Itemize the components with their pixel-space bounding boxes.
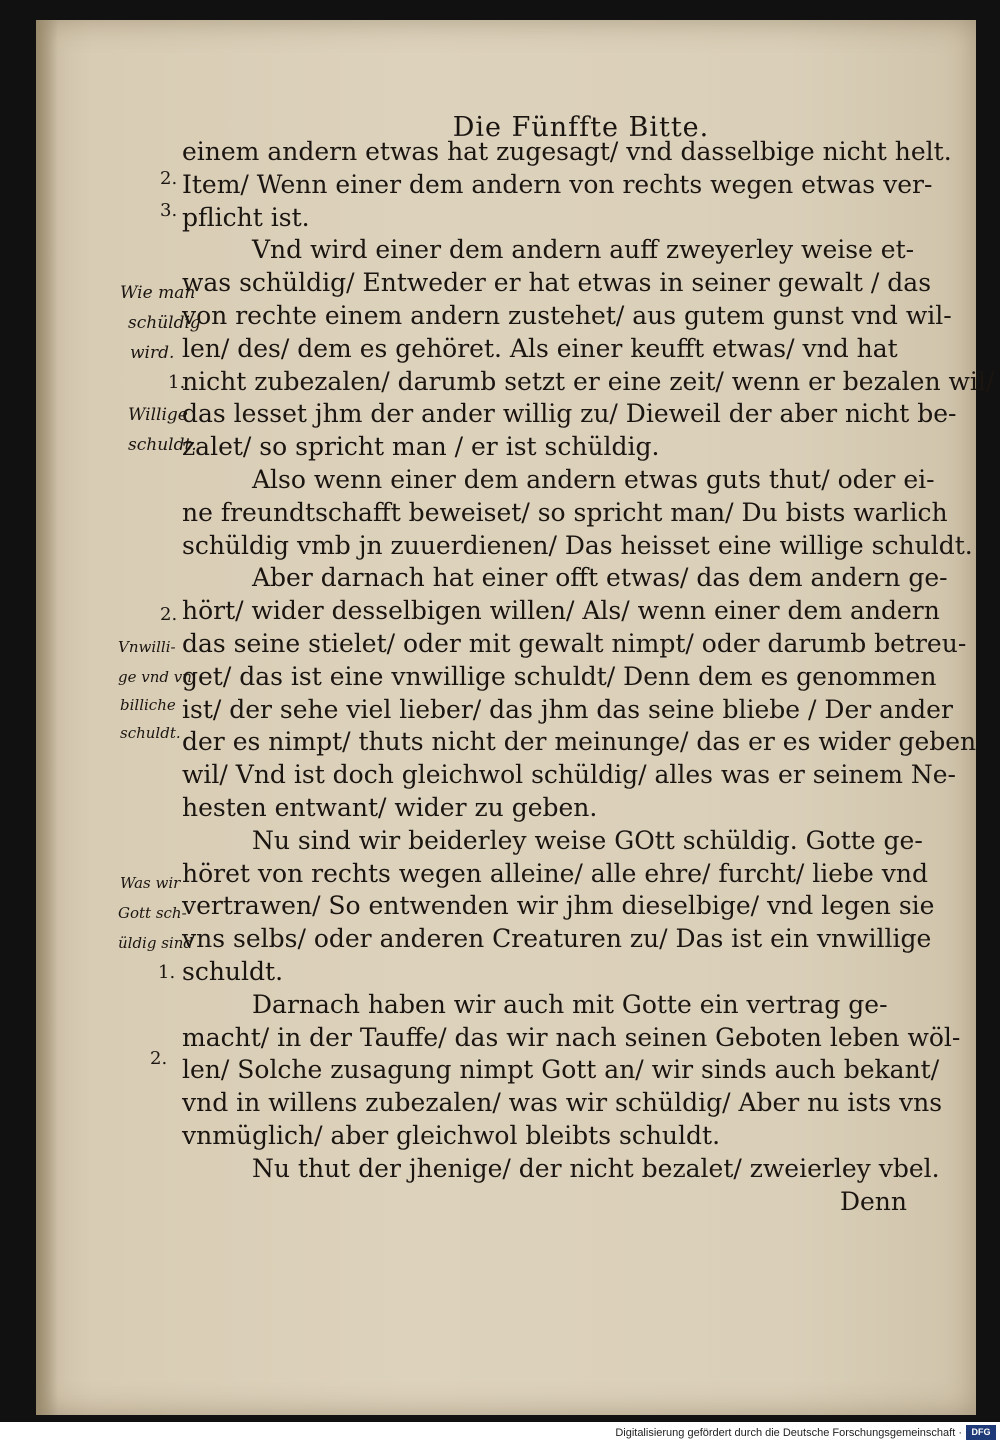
text-line: Darnach haben wir auch mit Gotte ein vertrag ge- bbox=[252, 989, 888, 1019]
text-line: vnmüglich/ aber gleichwol bleibts schuldt. bbox=[182, 1120, 721, 1150]
margin-note: billiche bbox=[120, 696, 176, 714]
text-line: Item/ Wenn einer dem andern von rechts wegen etwas ver- bbox=[182, 169, 933, 199]
funding-notice: Digitalisierung gefördert durch die Deutsche Forschungsgemeinschaft · bbox=[615, 1427, 962, 1439]
margin-note: Was wir bbox=[120, 874, 181, 892]
text-line: das lesset jhm der ander willig zu/ Dieweil der aber nicht be- bbox=[182, 399, 957, 429]
text-line: Also wenn einer dem andern etwas guts thut/ oder ei- bbox=[252, 464, 935, 494]
text-line: macht/ in der Tauffe/ das wir nach seinen Geboten leben wöl- bbox=[182, 1022, 961, 1052]
text-line: schuldt. bbox=[182, 956, 284, 986]
text-line: von rechte einem andern zustehet/ aus gutem gunst vnd wil- bbox=[182, 300, 952, 330]
margin-note: Willige bbox=[128, 405, 188, 425]
margin-note: Vnwilli- bbox=[118, 638, 176, 656]
margin-note: üldig sind bbox=[118, 934, 193, 952]
text-line: hesten entwant/ wider zu geben. bbox=[182, 792, 598, 822]
text-line: schüldig vmb jn zuuerdienen/ Das heisset eine willige schuldt. bbox=[182, 530, 973, 560]
margin-note: schuldt. bbox=[120, 724, 181, 742]
catchword: Denn bbox=[839, 1186, 907, 1216]
text-line: ist/ der sehe viel lieber/ das jhm das seine bliebe / Der ander bbox=[182, 694, 953, 724]
margin-note: schüldig bbox=[128, 313, 201, 333]
text-line: der es nimpt/ thuts nicht der meinunge/ das er es wider geben bbox=[182, 727, 977, 757]
text-line: nicht zubezalen/ darumb setzt er eine zeit/ wenn er bezalen wil/ bbox=[182, 366, 995, 396]
text-line: Vnd wird einer dem andern auff zweyerley weise et- bbox=[252, 235, 915, 265]
text-line: zalet/ so spricht man / er ist schüldig. bbox=[182, 432, 660, 462]
margin-note: Wie man bbox=[120, 283, 196, 303]
margin-numeral: 1. bbox=[168, 372, 186, 393]
text-line: vertrawen/ So entwenden wir jhm dieselbige/ vnd legen sie bbox=[182, 891, 935, 921]
margin-numeral: 2. bbox=[160, 168, 178, 189]
dfg-logo: DFG bbox=[966, 1425, 996, 1440]
margin-numeral: 1. bbox=[158, 962, 176, 983]
margin-numeral: 2. bbox=[160, 604, 178, 625]
text-line: ne freundtschafft beweiset/ so spricht man/ Du bists warlich bbox=[182, 497, 948, 527]
text-line: wil/ Vnd ist doch gleichwol schüldig/ alles was er seinem Ne- bbox=[182, 760, 956, 790]
margin-numeral: 2. bbox=[150, 1048, 168, 1069]
margin-note: schuldt. bbox=[128, 435, 197, 455]
text-line: Nu sind wir beiderley weise GOtt schüldig. Gotte ge- bbox=[252, 825, 923, 855]
text-line: get/ das ist eine vnwillige schuldt/ Denn dem es genommen bbox=[182, 661, 937, 691]
text-line: das seine stielet/ oder mit gewalt nimpt/ oder darumb betreu- bbox=[182, 628, 967, 658]
text-line: len/ Solche zusagung nimpt Gott an/ wir sinds auch bekant/ bbox=[182, 1055, 940, 1085]
text-line: vnd in willens zubezalen/ was wir schüldig/ Aber nu ists vns bbox=[182, 1088, 943, 1118]
text-line: len/ des/ dem es gehöret. Als einer keufft etwas/ vnd hat bbox=[182, 333, 898, 363]
body-text bbox=[182, 136, 995, 1218]
text-line: pflicht ist. bbox=[182, 202, 310, 232]
running-head: Die Fünffte Bitte. bbox=[452, 112, 710, 143]
page-gutter-shadow bbox=[36, 20, 58, 1415]
margin-numeral: 3. bbox=[160, 200, 178, 221]
text-line: was schüldig/ Entweder er hat etwas in seiner gewalt / das bbox=[182, 268, 932, 298]
text-line: Aber darnach hat einer offt etwas/ das dem andern ge- bbox=[252, 563, 948, 593]
text-line: einem andern etwas hat zugesagt/ vnd dasselbige nicht helt. bbox=[182, 137, 952, 166]
margin-note: ge vnd vn bbox=[118, 668, 192, 686]
text-line: Nu thut der jhenige/ der nicht bezalet/ zweierley vbel. bbox=[252, 1153, 940, 1183]
text-line: hört/ wider desselbigen willen/ Als/ wenn einer dem andern bbox=[182, 596, 940, 626]
margin-note: Gott sch- bbox=[118, 904, 187, 922]
margin-note: wird. bbox=[130, 343, 175, 363]
text-line: höret von rechts wegen alleine/ alle ehre/ furcht/ liebe vnd bbox=[182, 858, 929, 888]
text-line: vns selbs/ oder anderen Creaturen zu/ Das ist ein vnwillige bbox=[182, 924, 932, 954]
footer-bar bbox=[0, 1422, 1000, 1444]
